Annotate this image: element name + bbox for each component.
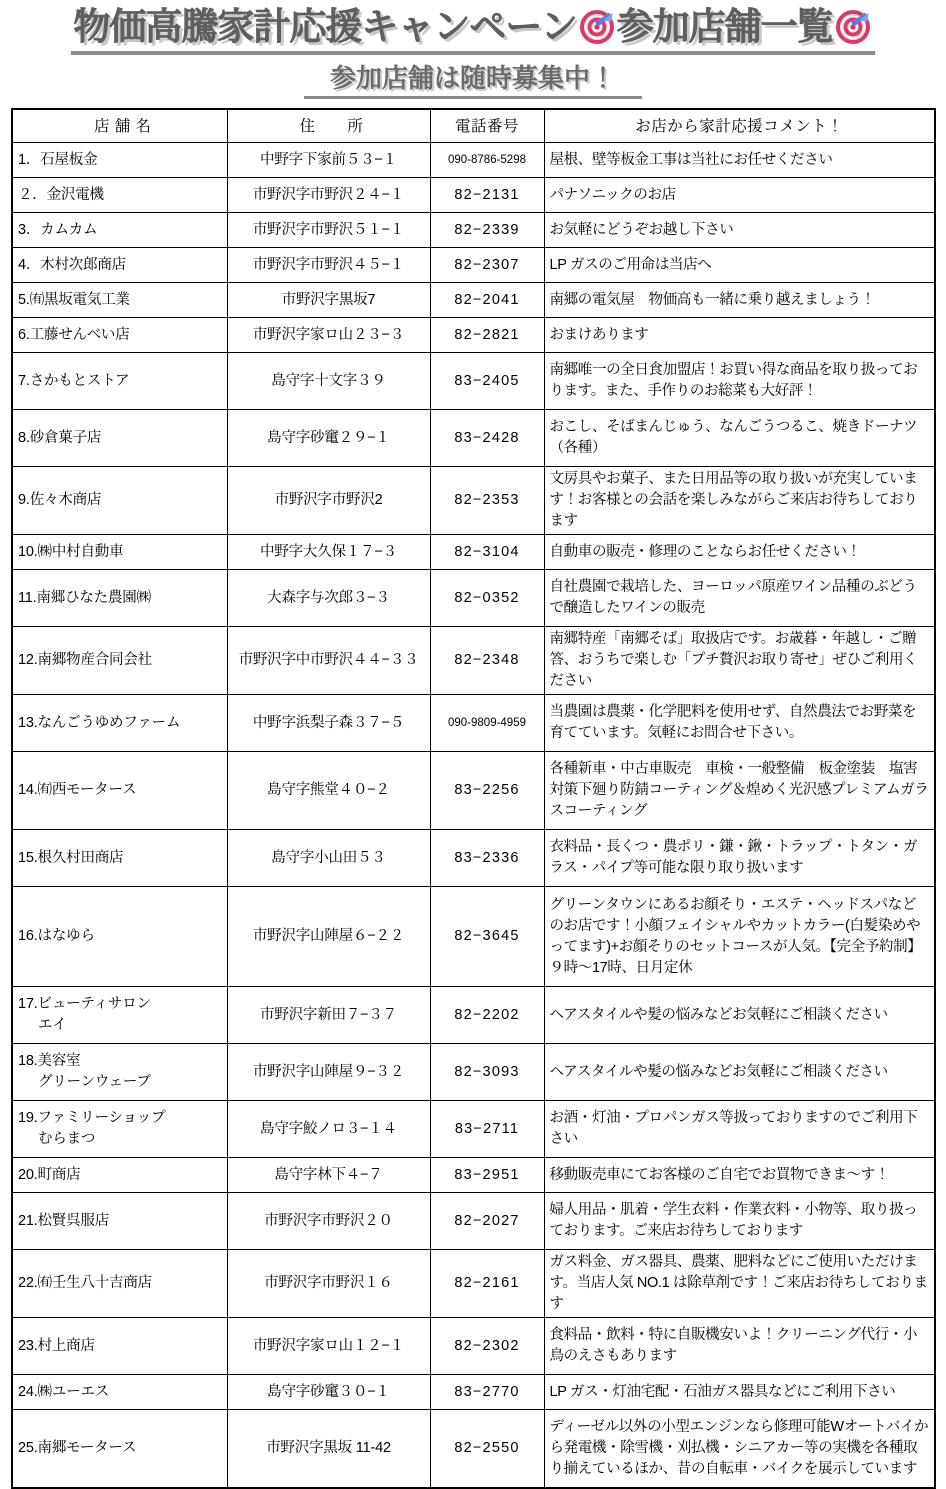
address-cell: 市野沢字家ロ山２３−３ (227, 318, 430, 353)
page-title (71, 4, 874, 55)
store-name-cell: 20.町商店 (12, 1158, 227, 1193)
address-cell: 大森字与次郎３−３ (227, 570, 430, 627)
store-name-cell: 19.ファミリーショップ むらまつ (12, 1101, 227, 1158)
table-row (12, 1101, 935, 1158)
address-cell: 島守字砂竃３０−１ (227, 1375, 430, 1410)
sub-title-row (0, 55, 946, 99)
table-row (12, 1410, 935, 1489)
address-cell: 市野沢字家ロ山１２−１ (227, 1318, 430, 1375)
comment-cell: グリーンタウンにあるお顔そり・エステ・ヘッドスパなどのお店です！小顔フェイシャルやカットカラー(白髪染めやってます)+お顔そりのセットコースが人気。【完全予約制】９時〜17時、日月定休 (544, 887, 935, 987)
table-row (12, 143, 935, 178)
table-row (12, 283, 935, 318)
address-cell: 島守字十文字３９ (227, 353, 430, 410)
address-cell: 中野字下家前５３−１ (227, 143, 430, 178)
comment-cell: お気軽にどうぞお越し下さい (544, 213, 935, 248)
store-name-cell: 10.㈱中村自動車 (12, 535, 227, 570)
address-cell: 市野沢字市野沢2 (227, 467, 430, 535)
store-name-line2: むらまつ (38, 1131, 96, 1147)
page-header (0, 0, 946, 99)
phone-cell: 82−3093 (430, 1044, 544, 1101)
comment-cell: おまけあります (544, 318, 935, 353)
store-name-cell: 4．木村次郎商店 (12, 248, 227, 283)
phone-cell: 83−2405 (430, 353, 544, 410)
store-name-cell: 13.なんごうゆめファーム (12, 695, 227, 752)
phone-cell: 82−2339 (430, 213, 544, 248)
comment-cell: 各種新車・中古車販売 車検・一般整備 板金塗装 塩害対策下廻り防錆コーティング＆煌めく光沢感プレミアムガラスコーティング (544, 752, 935, 830)
store-name-cell: 14.㈲西モータース (12, 752, 227, 830)
table-row (12, 1375, 935, 1410)
comment-cell: 移動販売車にてお客様のご自宅でお買物できま〜す！ (544, 1158, 935, 1193)
table-row (12, 570, 935, 627)
comment-cell: 屋根、壁等板金工事は当社にお任せください (544, 143, 935, 178)
page-title-part1: 物価高騰家計応援キャンペーン (73, 6, 577, 47)
store-name-line2: グリーンウェーブ (38, 1074, 151, 1090)
store-name-cell: 11.南郷ひなた農園㈱ (12, 570, 227, 627)
comment-cell: ガス料金、ガス器具、農薬、肥料などにご使用いただけます。当店人気 NO.1 は除草剤です！ご来店お待ちしております (544, 1250, 935, 1318)
address-cell: 市野沢字市野沢２０ (227, 1193, 430, 1250)
address-cell: 市野沢字市野沢５１−１ (227, 213, 430, 248)
address-cell: 市野沢字市野沢２４−１ (227, 178, 430, 213)
table-row (12, 410, 935, 467)
column-header-phone: 電話番号 (430, 109, 544, 143)
table-row (12, 695, 935, 752)
comment-cell: 南郷唯一の全日食加盟店！お買い得な商品を取り扱っております。また、手作りのお総菜も大好評！ (544, 353, 935, 410)
phone-cell: 090-8786-5298 (430, 143, 544, 178)
comment-cell: 自社農園で栽培した、ヨーロッパ原産ワイン品種のぶどうで醸造したワインの販売 (544, 570, 935, 627)
phone-cell: 83−2336 (430, 830, 544, 887)
store-name-cell: 15.根久村田商店 (12, 830, 227, 887)
table-row (12, 830, 935, 887)
table-row (12, 627, 935, 695)
address-cell: 島守字砂竃２９−１ (227, 410, 430, 467)
store-name-cell: 23.村上商店 (12, 1318, 227, 1375)
store-name-cell: 12.南郷物産合同会社 (12, 627, 227, 695)
dart-board-icon (580, 10, 614, 44)
comment-cell: ディーゼル以外の小型エンジンなら修理可能Wオートバイから発電機・除雪機・刈払機・シニアカー等の実機を各種取り揃えているほか、昔の自転車・バイクを展示しています (544, 1410, 935, 1489)
phone-cell: 83−2951 (430, 1158, 544, 1193)
phone-cell: 83−2256 (430, 752, 544, 830)
page-subtitle: 参加店舗は随時募集中！ (304, 62, 642, 99)
phone-cell: 82−2131 (430, 178, 544, 213)
table-row (12, 887, 935, 987)
phone-cell: 83−2428 (430, 410, 544, 467)
store-name-cell: 22.㈲壬生八十吉商店 (12, 1250, 227, 1318)
table-row (12, 178, 935, 213)
table-row (12, 1158, 935, 1193)
phone-cell: 82−2161 (430, 1250, 544, 1318)
phone-cell: 090-9809-4959 (430, 695, 544, 752)
store-name-cell: 18.美容室 グリーンウェーブ (12, 1044, 227, 1101)
comment-cell: 衣料品・長くつ・農ポリ・鎌・鍬・トラップ・トタン・ガラス・パイプ等可能な限り取り扱います (544, 830, 935, 887)
main-title-row (0, 4, 946, 55)
table-row (12, 353, 935, 410)
store-name-cell: 5.㈲黒坂電気工業 (12, 283, 227, 318)
comment-cell: お酒・灯油・プロパンガス等扱っておりますのでご利用下さい (544, 1101, 935, 1158)
store-name-cell: 6.工藤せんべい店 (12, 318, 227, 353)
comment-cell: パナソニックのお店 (544, 178, 935, 213)
table-row (12, 1044, 935, 1101)
column-header-store-name: 店 舗 名 (12, 109, 227, 143)
phone-cell: 83−2770 (430, 1375, 544, 1410)
store-name-cell: 7.さかもとストア (12, 353, 227, 410)
address-cell: 島守字鮫ノロ３−１４ (227, 1101, 430, 1158)
phone-cell: 83−2711 (430, 1101, 544, 1158)
phone-cell: 82−2202 (430, 987, 544, 1044)
store-name-cell: 17.ビューティサロン エイ (12, 987, 227, 1044)
store-name-cell: 9.佐々木商店 (12, 467, 227, 535)
address-cell: 島守字小山田５３ (227, 830, 430, 887)
store-name-cell: 24.㈱ユーエス (12, 1375, 227, 1410)
phone-cell: 82−0352 (430, 570, 544, 627)
phone-cell: 82−2027 (430, 1193, 544, 1250)
comment-cell: 婦人用品・肌着・学生衣料・作業衣料・小物等、取り扱っております。ご来店お待ちしております (544, 1193, 935, 1250)
phone-cell: 82−3645 (430, 887, 544, 987)
comment-cell: 南郷特産「南郷そば」取扱店です。お歳暮・年越し・ご贈答、おうちで楽しむ「プチ贅沢お取り寄せ」ぜひご利用ください (544, 627, 935, 695)
table-row (12, 752, 935, 830)
comment-cell: 南郷の電気屋 物価高も一緒に乗り越えましょう！ (544, 283, 935, 318)
address-cell: 中野字大久保１７−３ (227, 535, 430, 570)
comment-cell: ヘアスタイルや髪の悩みなどお気軽にご相談ください (544, 1044, 935, 1101)
phone-cell: 82−2550 (430, 1410, 544, 1489)
table-row (12, 467, 935, 535)
phone-cell: 82−2302 (430, 1318, 544, 1375)
table-row (12, 1250, 935, 1318)
comment-cell: ヘアスタイルや髪の悩みなどお気軽にご相談ください (544, 987, 935, 1044)
table-row (12, 318, 935, 353)
store-name-line2: エイ (38, 1017, 67, 1033)
comment-cell: おこし、そばまんじゅう、なんごうつるこ、焼きドーナツ（各種） (544, 410, 935, 467)
comment-cell: 文房具やお菓子、また日用品等の取り扱いが充実しています！お客様との会話を楽しみながらご来店お待ちしております (544, 467, 935, 535)
address-cell: 市野沢字黒坂 11-42 (227, 1410, 430, 1489)
address-cell: 市野沢字市野沢１６ (227, 1250, 430, 1318)
page-title-part2: 参加店舗一覧 (616, 6, 833, 47)
comment-cell: 自動車の販売・修理のことならお任せください！ (544, 535, 935, 570)
table-row (12, 248, 935, 283)
table-header (12, 109, 935, 143)
phone-cell: 82−2348 (430, 627, 544, 695)
phone-cell: 82−2307 (430, 248, 544, 283)
address-cell: 市野沢字市野沢４５−１ (227, 248, 430, 283)
phone-cell: 82−2041 (430, 283, 544, 318)
address-cell: 中野字浜梨子森３７−５ (227, 695, 430, 752)
table-row (12, 1193, 935, 1250)
comment-cell: LP ガス・灯油宅配・石油ガス器具などにご利用下さい (544, 1375, 935, 1410)
store-name-cell: 3．カムカム (12, 213, 227, 248)
address-cell: 市野沢字黒坂7 (227, 283, 430, 318)
store-name-cell: 16.はなゆら (12, 887, 227, 987)
comment-cell: 食料品・飲料・特に自販機安いよ！クリーニング代行・小鳥のえさもあります (544, 1318, 935, 1375)
table-body (12, 143, 935, 1489)
store-name-cell: ２．金沢電機 (12, 178, 227, 213)
store-name-cell: 21.松賢呉服店 (12, 1193, 227, 1250)
phone-cell: 82−2821 (430, 318, 544, 353)
address-cell: 島守字林下４−７ (227, 1158, 430, 1193)
store-name-cell: 8.砂倉菓子店 (12, 410, 227, 467)
comment-cell: 当農園は農薬・化学肥料を使用せず、自然農法でお野菜を育てています。気軽にお問合せ下さい。 (544, 695, 935, 752)
store-table-container (11, 108, 934, 1489)
table-header-row (12, 109, 935, 143)
column-header-address: 住 所 (227, 109, 430, 143)
table-row (12, 213, 935, 248)
dart-board-icon (836, 10, 870, 44)
store-name-cell: 1．石屋板金 (12, 143, 227, 178)
participating-stores-table (11, 108, 936, 1489)
address-cell: 市野沢字山陣屋９−３２ (227, 1044, 430, 1101)
address-cell: 市野沢字新田７−３７ (227, 987, 430, 1044)
column-header-comment: お店から家計応援コメント！ (544, 109, 935, 143)
table-row (12, 987, 935, 1044)
table-row (12, 535, 935, 570)
phone-cell: 82−3104 (430, 535, 544, 570)
store-name-cell: 25.南郷モータース (12, 1410, 227, 1489)
comment-cell: LP ガスのご用命は当店へ (544, 248, 935, 283)
address-cell: 市野沢字山陣屋６−２２ (227, 887, 430, 987)
table-row (12, 1318, 935, 1375)
phone-cell: 82−2353 (430, 467, 544, 535)
address-cell: 市野沢字中市野沢４４−３３ (227, 627, 430, 695)
address-cell: 島守字熊堂４０−２ (227, 752, 430, 830)
